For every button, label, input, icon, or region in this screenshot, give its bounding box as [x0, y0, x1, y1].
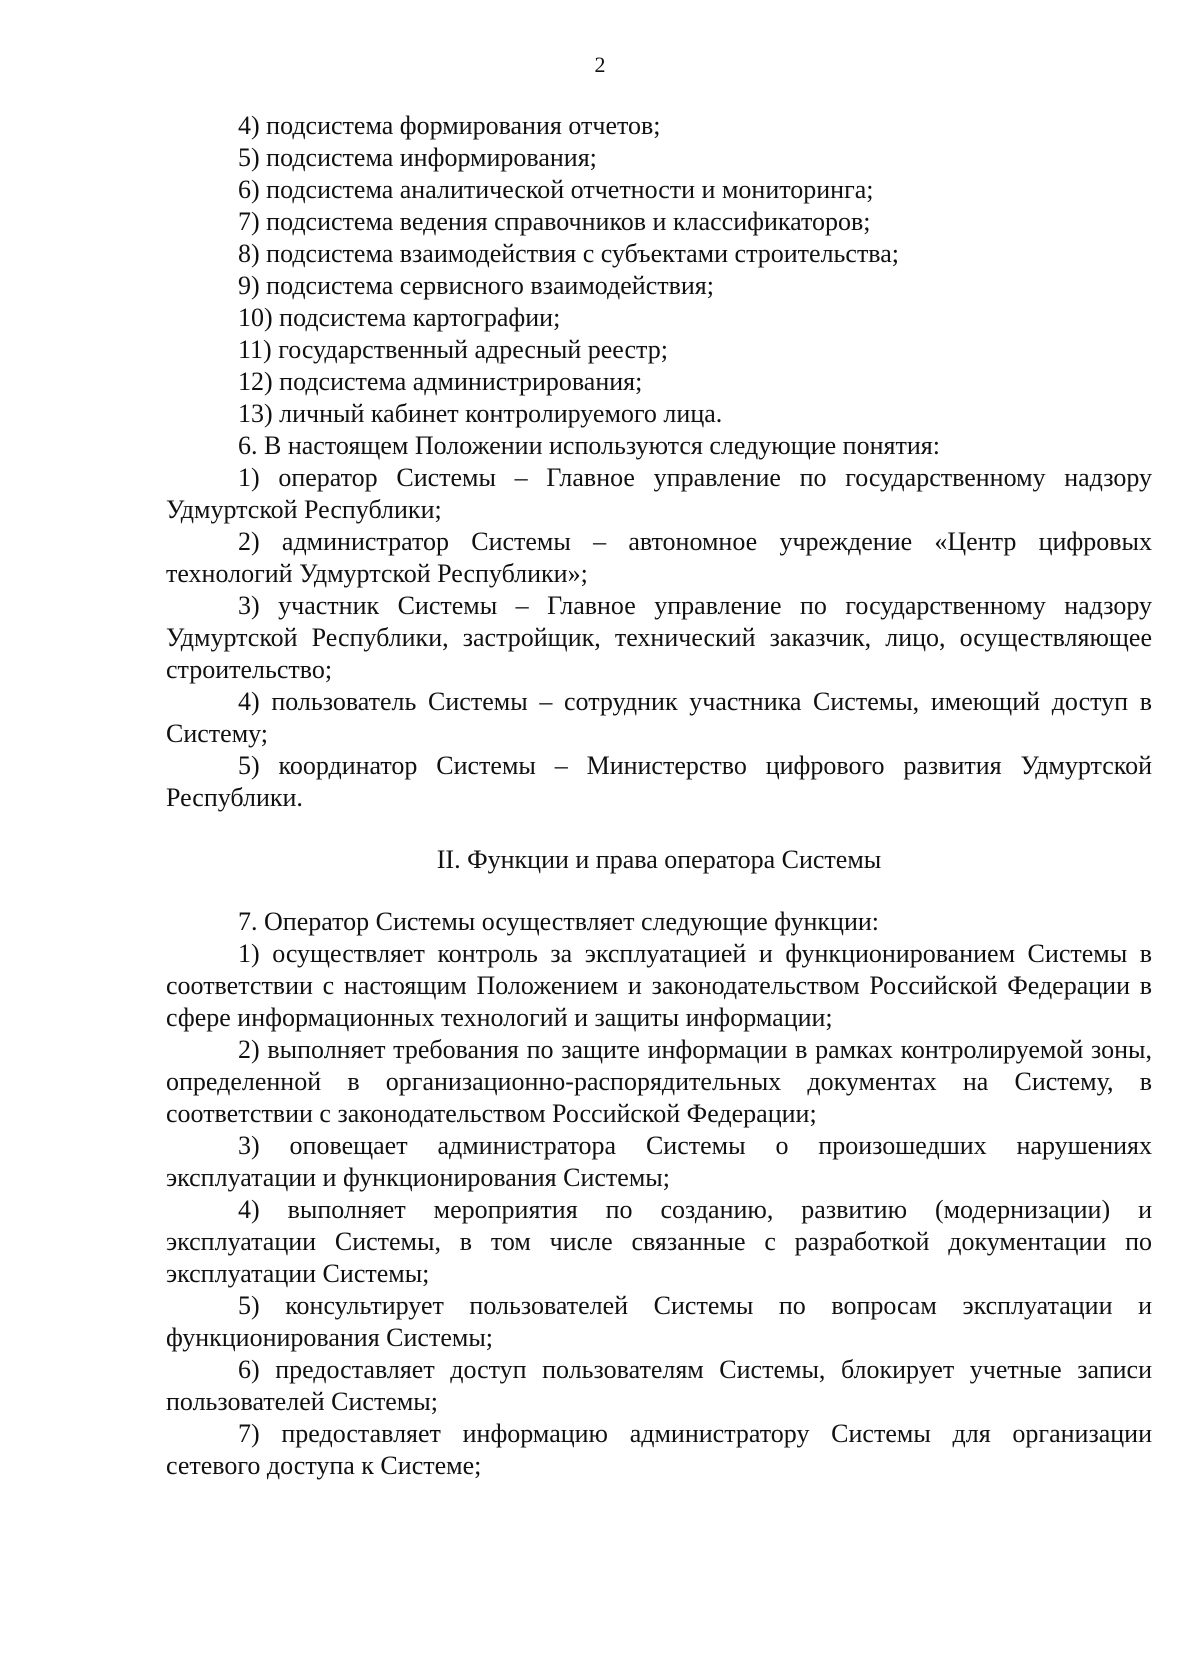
list-item: 12) подсистема администрирования; — [238, 367, 643, 396]
definition-item: 4) пользователь Системы – сотрудник участника Системы, имеющий доступ в Систему; — [166, 687, 1152, 748]
definition-item: 2) администратор Системы – автономное учреждение «Центр цифровых технологий Удмуртской Республики»; — [166, 527, 1152, 588]
list-item: 7) подсистема ведения справочников и классификаторов; — [238, 207, 871, 236]
list-item: 9) подсистема сервисного взаимодействия; — [238, 271, 714, 300]
function-item: 3) оповещает администратора Системы о произошедших нарушениях эксплуатации и функционирования Системы; — [166, 1131, 1152, 1192]
list-item: 13) личный кабинет контролируемого лица. — [238, 399, 723, 428]
paragraph: 7. Оператор Системы осуществляет следующие функции: — [238, 907, 880, 936]
list-item: 11) государственный адресный реестр; — [238, 335, 668, 364]
list-item: 6) подсистема аналитической отчетности и мониторинга; — [238, 175, 874, 204]
function-item: 1) осуществляет контроль за эксплуатацией и функционированием Системы в соответствии с настоящим Положением и законодательством Российской Федерации в сфере информационных технологий и защиты информации; — [166, 939, 1152, 1032]
list-item: 10) подсистема картографии; — [238, 303, 561, 332]
section-heading: II. Функции и права оператора Системы — [436, 845, 882, 874]
paragraph: 6. В настоящем Положении используются следующие понятия: — [238, 431, 940, 460]
function-item: 5) консультирует пользователей Системы по вопросам эксплуатации и функционирования Системы; — [166, 1291, 1152, 1352]
function-item: 2) выполняет требования по защите информации в рамках контролируемой зоны, определенной в организационно-распорядительных документах на Систему, в соответствии с законодательством Российской Федерации; — [166, 1035, 1152, 1128]
function-item: 6) предоставляет доступ пользователям Системы, блокирует учетные записи пользователей Системы; — [166, 1355, 1152, 1416]
definition-item: 5) координатор Системы – Министерство цифрового развития Удмуртской Республики. — [166, 751, 1152, 812]
definition-item: 3) участник Системы – Главное управление по государственному надзору Удмуртской Республики, застройщик, технический заказчик, лицо, осуществляющее строительство; — [166, 591, 1152, 684]
list-item: 5) подсистема информирования; — [238, 143, 597, 172]
list-item: 4) подсистема формирования отчетов; — [238, 111, 661, 140]
document-body — [166, 110, 1152, 1482]
function-item: 7) предоставляет информацию администратору Системы для организации сетевого доступа к Системе; — [166, 1419, 1152, 1480]
list-item: 8) подсистема взаимодействия с субъектами строительства; — [238, 239, 900, 268]
definition-item: 1) оператор Системы – Главное управление по государственному надзору Удмуртской Республики; — [166, 463, 1152, 524]
function-item: 4) выполняет мероприятия по созданию, развитию (модернизации) и эксплуатации Системы, в том числе связанные с разработкой документации по эксплуатации Системы; — [166, 1195, 1152, 1288]
page-number: 2 — [594, 52, 606, 77]
